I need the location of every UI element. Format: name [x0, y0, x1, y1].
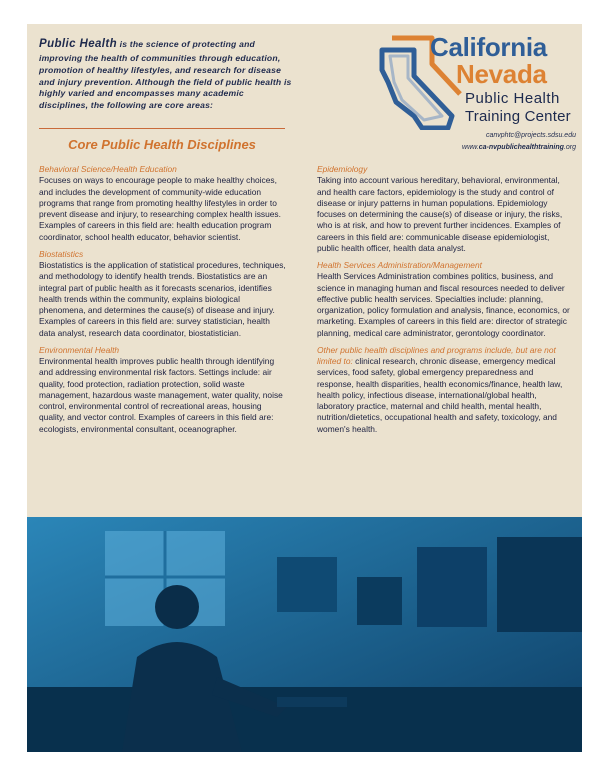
contact-info	[462, 130, 576, 154]
left-column	[39, 164, 287, 441]
contact-email[interactable]: canvphtc@projects.sdsu.edu	[486, 132, 576, 139]
logo-training-center: Training Center	[465, 108, 571, 125]
web-prefix: www.	[462, 143, 479, 151]
intro-lead: Public Health	[39, 38, 118, 50]
epidemiology-body: Taking into account various hereditary, behavioral, environmental, and health care factors, epidemiology is the study and control of disease or injury patterns in human populations. Epidemiology focuses on determining the cause(s) of disease or injury, the risks, who is at risk, and how to prevent further incidences. Examples of careers in this field are: communicable disease epidemiologist, public health officer, health data analyst.	[317, 175, 563, 253]
hsa-heading: Health Services Administration/Management	[317, 260, 482, 270]
behavioral-body: Focuses on ways to encourage people to make healthy choices, and includes the development of community-wide education programs that range from promoting healthy lifestyles in order to prevent disease and injury, to researching complex health issues. Examples of careers in this field are: health education program coordinator, school health educator, behavior scientist.	[39, 175, 281, 242]
logo-public-health: Public Health	[465, 90, 560, 107]
epidemiology-heading: Epidemiology	[317, 164, 368, 174]
web-domain: ca-nvpublichealthtraining	[478, 143, 564, 151]
section-title: Core Public Health Disciplines	[68, 137, 256, 152]
intro-paragraph	[39, 37, 294, 112]
logo-california: California	[430, 32, 547, 62]
environmental-body: Environmental health improves public health through identifying and addressing environmental risk factors. Settings include: air quality, food protection, radiation protection, solid waste management, hazardous waste management, water quality, noise control, environmental control of recreational areas, housing quality, and vector control. Examples of careers in this field are: ecologists, environmental consultant, oceanographer.	[39, 356, 283, 434]
contact-website[interactable]	[462, 142, 576, 154]
flyer-page	[27, 24, 582, 752]
environmental-heading: Environmental Health	[39, 344, 120, 355]
cnphtc-logo	[362, 30, 582, 130]
section-divider	[39, 128, 285, 129]
logo-nevada: Nevada	[456, 59, 547, 89]
other-lead: Other public health disciplines and programs include, but are not limited to:	[317, 344, 556, 366]
biostatistics-heading: Biostatistics	[39, 248, 84, 259]
biostatistics-body: Biostatistics is the application of statistical procedures, techniques, and methodology to identify health trends. Biostatistics are an integral part of public health as it forecasts scenarios, identifies health trends within the community, explains biological phenomena, and determines the cause(s) of disease and injury. Examples of careers in this field are: survey statistician, health data analyst, research data coordinator, biostatistician.	[39, 260, 286, 338]
web-suffix: .org	[563, 143, 576, 151]
hsa-body: Health Services Administration combines politics, business, and science in managing human and fiscal resources needed to deliver effective public health services. Specialties include: planning, organization, policy formulation and analysis, finance, economics, or marketing. Examples of careers in this field are: director of strategic planning, medical care administrator, gerontology coordinator.	[317, 271, 570, 338]
intro-text: is the science of protecting and improving the health of communities through education, promotion of healthy lifestyles, and research for disease and injury prevention. Although the field of public health is highly varied and encompasses many academic disciplines, the following are core areas:	[39, 39, 292, 111]
computer-lab-photo	[27, 517, 582, 752]
lab-scene-illustration	[27, 517, 582, 752]
behavioral-heading: Behavioral Science/Health Education	[39, 164, 177, 174]
right-column	[317, 164, 572, 441]
other-disciplines	[317, 345, 572, 435]
other-body: clinical research, chronic disease, emergency medical services, food safety, global emergency preparedness and response, health disparities, health economics/finance, health law, health policy, infectious disease, international/global health, laboratory practice, maternal and child health, mental health, nutrition/dietetics, occupational health and safety, toxicology, and women's health.	[317, 356, 563, 434]
